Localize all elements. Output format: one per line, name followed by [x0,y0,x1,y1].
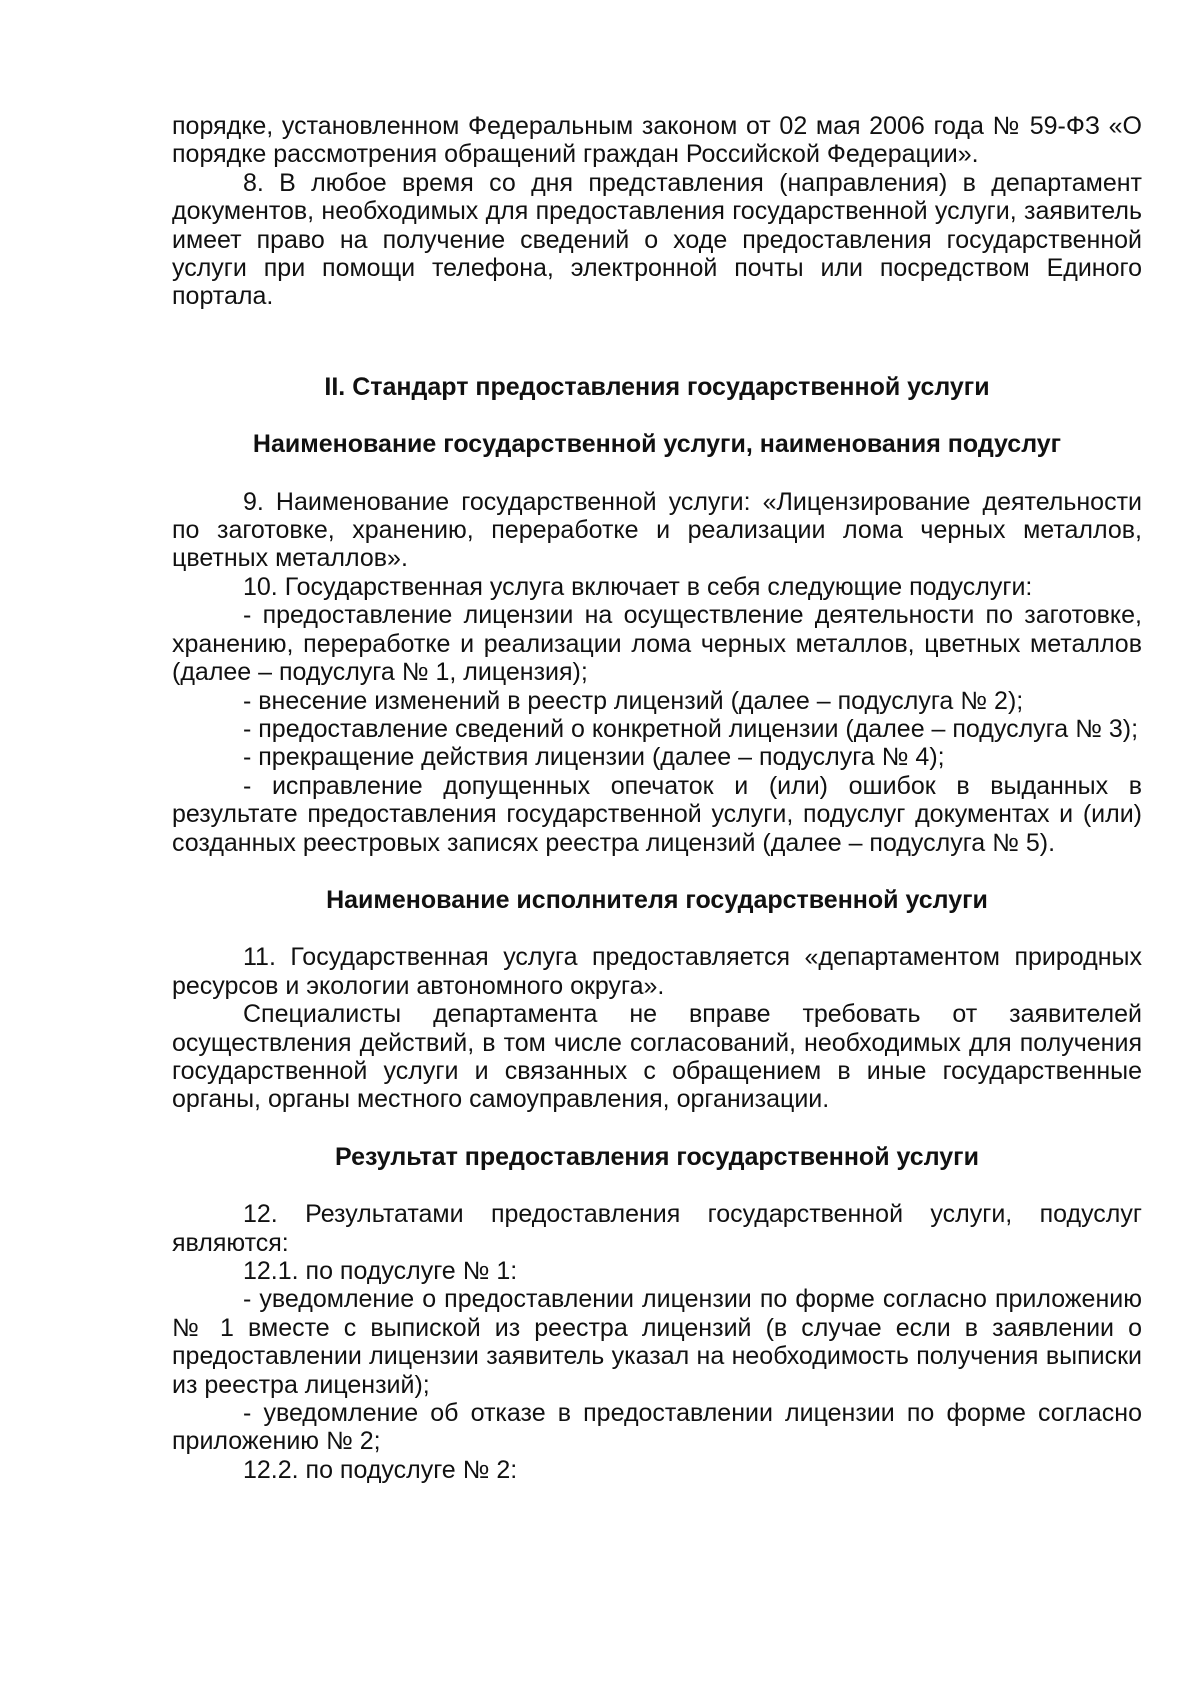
document-page [172,112,1142,1484]
list-item: - предоставление сведений о конкретной лицензии (далее – подуслуга № 3); [243,714,1139,743]
paragraph-9: 9. Наименование государственной услуги: «Лицензирование деятельности по заготовке, хранению, переработке и реализации лома черных металлов, цветных металлов». [172,487,1142,573]
paragraph-12-1: 12.1. по подуслуге № 1: [243,1257,518,1285]
paragraph-12: 12. Результатами предоставления государственной услуги, подуслуг являются: [172,1200,1142,1257]
paragraph-10: 10. Государственная услуга включает в себя следующие подуслуги: [243,572,1033,601]
subsection-heading-executor: Наименование исполнителя государственной услуги [326,885,988,914]
list-item: - прекращение действия лицензии (далее – подуслуга № 4); [243,743,945,772]
subsection-heading-service-name: Наименование государственной услуги, наименования подуслуг [252,430,1062,459]
paragraph-11: 11. Государственная услуга предоставляется «департаментом природных ресурсов и экологии автономного округа». [172,943,1142,1000]
paragraph-8: 8. В любое время со дня представления (направления) в департамент документов, необходимых для предоставления государственной услуги, заявитель имеет право на получение сведений о ходе предоставления государственной услуги при помощи телефона, электронной почты или посредством Единого портала. [172,168,1142,311]
list-item: - внесение изменений в реестр лицензий (далее – подуслуга № 2); [243,686,1024,715]
paragraph-11-continued: Специалисты департамента не вправе требовать от заявителей осуществления действий, в том числе согласований, необходимых для получения государственной услуги и связанных с обращением в иные государственные органы, органы местного самоуправления, организации. [172,1000,1142,1114]
paragraph-12-2: 12.2. по подуслуге № 2: [243,1455,518,1484]
section-title: II. Стандарт предоставления государственной услуги [324,372,990,401]
list-item: - исправление допущенных опечаток и (или) ошибок в выданных в результате предоставления государственной услуги, подуслуг документах и (или) созданных реестровых записях реестра лицензий (далее – подуслуга № 5). [172,771,1142,857]
intro-paragraph: порядке, установленном Федеральным законом от 02 мая 2006 года № 59-ФЗ «О порядке рассмотрения обращений граждан Российской Федерации». [172,112,1142,169]
list-item: - уведомление о предоставлении лицензии по форме согласно приложению № 1 вместе с выпиской из реестра лицензий (в случае если в заявлении о предоставлении лицензии заявитель указал на необходимость получения выписки из реестра лицензий); [172,1285,1142,1399]
list-item: - уведомление об отказе в предоставлении лицензии по форме согласно приложению № 2; [172,1399,1142,1456]
subsection-heading-result: Результат предоставления государственной услуги [335,1142,979,1171]
list-item: - предоставление лицензии на осуществление деятельности по заготовке, хранению, переработке и реализации лома черных металлов, цветных металлов (далее – подуслуга № 1, лицензия); [172,601,1142,687]
